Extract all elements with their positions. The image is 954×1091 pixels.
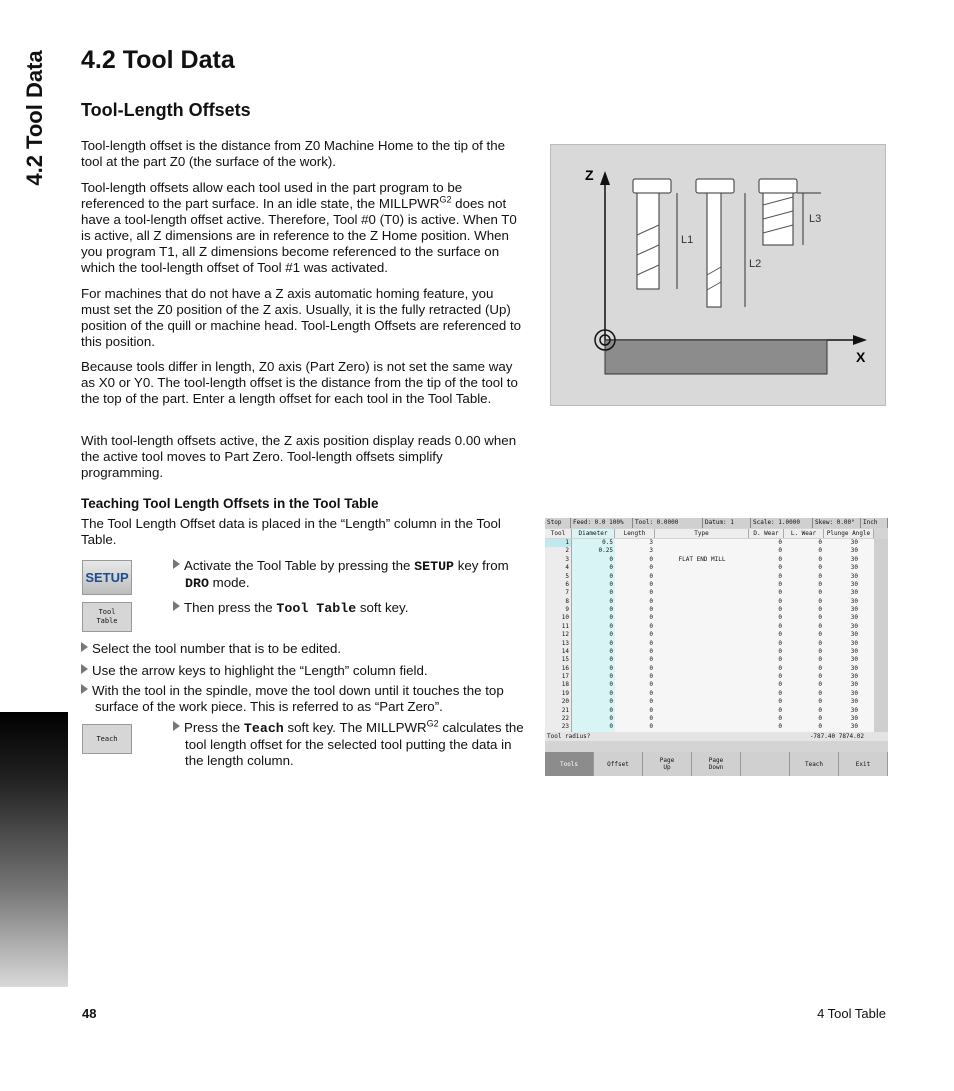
arrow-icon (173, 559, 180, 569)
table-cell[interactable] (655, 640, 749, 648)
status-field: Inch (861, 518, 888, 528)
scrollbar-track[interactable] (874, 573, 888, 581)
table-cell[interactable]: 30 (824, 707, 874, 715)
table-cell[interactable]: 30 (824, 539, 874, 547)
table-cell[interactable]: 23 (545, 723, 572, 731)
table-cell[interactable]: 30 (824, 623, 874, 631)
tool-table (545, 539, 888, 732)
table-cell[interactable]: 0 (749, 581, 784, 589)
scrollbar-track[interactable] (874, 539, 888, 547)
teaching-heading: Teaching Tool Length Offsets in the Tool Table (81, 496, 379, 511)
table-cell[interactable] (655, 690, 749, 698)
softkey-button[interactable]: Offset (594, 752, 643, 776)
table-cell[interactable] (655, 698, 749, 706)
column-header[interactable]: Plunge Angle (824, 529, 874, 538)
column-header[interactable]: L. Wear (784, 529, 824, 538)
x-axis-label: X (856, 349, 866, 365)
teach-softkey-button[interactable]: Teach (82, 724, 132, 754)
table-row[interactable] (545, 573, 888, 581)
table-cell[interactable]: 0 (572, 648, 615, 656)
table-cell[interactable]: 0 (784, 581, 824, 589)
table-cell[interactable]: 0 (784, 614, 824, 622)
table-row[interactable] (545, 614, 888, 622)
table-cell[interactable]: 15 (545, 656, 572, 664)
table-cell[interactable] (655, 715, 749, 723)
table-cell[interactable]: 0 (784, 665, 824, 673)
table-cell[interactable]: 0 (572, 598, 615, 606)
table-cell[interactable]: 4 (545, 564, 572, 572)
table-row[interactable] (545, 715, 888, 723)
table-cell[interactable]: 14 (545, 648, 572, 656)
table-cell[interactable]: 0 (784, 547, 824, 555)
table-cell[interactable]: 0 (572, 698, 615, 706)
table-cell[interactable]: 0 (784, 631, 824, 639)
table-row[interactable] (545, 606, 888, 614)
table-cell[interactable]: 0 (749, 623, 784, 631)
table-cell[interactable]: 30 (824, 640, 874, 648)
table-cell[interactable]: 0 (749, 589, 784, 597)
arrow-icon (81, 664, 88, 674)
bullet-arrow-keys: Use the arrow keys to highlight the “Length” column field. (81, 663, 525, 679)
table-cell[interactable]: 0 (572, 564, 615, 572)
table-cell[interactable]: 11 (545, 623, 572, 631)
status-field: Datum: 1 (703, 518, 751, 528)
table-cell[interactable]: 0 (784, 648, 824, 656)
table-cell[interactable]: FLAT END MILL (655, 556, 749, 564)
table-cell[interactable]: 20 (545, 698, 572, 706)
table-cell[interactable]: 22 (545, 715, 572, 723)
scrollbar-track[interactable] (874, 673, 888, 681)
column-header[interactable]: Length (615, 529, 655, 538)
table-cell[interactable] (655, 539, 749, 547)
table-cell[interactable]: 3 (615, 539, 655, 547)
table-cell[interactable]: 12 (545, 631, 572, 639)
scrollbar-track[interactable] (874, 623, 888, 631)
step-press-tool-table: Then press the Tool Table soft key. (173, 600, 525, 617)
table-cell[interactable] (655, 681, 749, 689)
table-cell[interactable]: 30 (824, 681, 874, 689)
table-cell[interactable]: 30 (824, 665, 874, 673)
table-cell[interactable]: 0 (784, 715, 824, 723)
table-cell[interactable] (655, 648, 749, 656)
table-cell[interactable]: 16 (545, 665, 572, 673)
scrollbar-track[interactable] (874, 640, 888, 648)
table-cell[interactable] (655, 564, 749, 572)
tool-length-figure (550, 144, 886, 406)
table-cell[interactable]: 30 (824, 723, 874, 731)
side-tab-title: 4.2 Tool Data (22, 50, 47, 186)
prompt-bar (545, 732, 888, 741)
scrollbar-track[interactable] (874, 556, 888, 564)
table-cell[interactable]: 0 (615, 648, 655, 656)
prompt-text: Tool radius? (547, 733, 591, 740)
table-row[interactable] (545, 723, 888, 731)
table-cell[interactable]: 0 (615, 681, 655, 689)
table-cell[interactable] (655, 723, 749, 731)
table-cell[interactable]: 0 (615, 690, 655, 698)
column-header[interactable]: Diameter (572, 529, 615, 538)
table-cell[interactable]: 0 (749, 556, 784, 564)
table-cell[interactable]: 0 (749, 564, 784, 572)
table-cell[interactable] (655, 606, 749, 614)
table-cell[interactable]: 0 (615, 606, 655, 614)
scrollbar-track[interactable] (874, 589, 888, 597)
scrollbar-track[interactable] (874, 648, 888, 656)
table-cell[interactable]: 21 (545, 707, 572, 715)
table-cell[interactable]: 0 (749, 631, 784, 639)
table-cell[interactable]: 2 (545, 547, 572, 555)
table-cell[interactable]: 0 (615, 673, 655, 681)
table-cell[interactable]: 0 (572, 606, 615, 614)
table-cell[interactable]: 0 (784, 623, 824, 631)
paragraph-3: For machines that do not have a Z axis automatic homing feature, you must set the Z0 position of the Z axis. Usually, it is the fully retracted (Up) position of the quill or machine head. Tool-Length Offsets are referenced to this position. (81, 286, 522, 349)
l3-label: L3 (809, 213, 822, 225)
scrollbar-track[interactable] (874, 614, 888, 622)
table-cell[interactable]: 0 (749, 656, 784, 664)
table-row[interactable] (545, 589, 888, 597)
table-cell[interactable]: 0 (615, 656, 655, 664)
table-cell[interactable]: 0 (615, 623, 655, 631)
prompt-value: -787.40 7874.02 (809, 733, 864, 740)
table-cell[interactable]: 0 (615, 573, 655, 581)
table-cell[interactable]: 18 (545, 681, 572, 689)
table-row[interactable] (545, 623, 888, 631)
table-cell[interactable]: 30 (824, 581, 874, 589)
table-row[interactable] (545, 564, 888, 572)
table-cell[interactable]: 30 (824, 556, 874, 564)
table-row[interactable] (545, 539, 888, 547)
scrollbar-track[interactable] (874, 715, 888, 723)
table-row[interactable] (545, 631, 888, 639)
table-cell[interactable]: 0 (572, 589, 615, 597)
column-header[interactable]: D. Wear (749, 529, 784, 538)
scrollbar-track[interactable] (874, 698, 888, 706)
table-cell[interactable]: 5 (545, 573, 572, 581)
table-row[interactable] (545, 698, 888, 706)
table-cell[interactable]: 0 (784, 573, 824, 581)
table-cell[interactable]: 0 (749, 673, 784, 681)
table-cell[interactable]: 0 (572, 723, 615, 731)
table-row[interactable] (545, 547, 888, 555)
table-cell[interactable]: 0 (615, 598, 655, 606)
table-cell[interactable]: 0 (784, 598, 824, 606)
l2-label: L2 (749, 258, 762, 270)
table-cell[interactable]: 0 (615, 723, 655, 731)
table-cell[interactable]: 0 (615, 665, 655, 673)
table-cell[interactable]: 0 (784, 707, 824, 715)
table-cell[interactable]: 9 (545, 606, 572, 614)
table-cell[interactable]: 0 (749, 723, 784, 731)
table-row[interactable] (545, 656, 888, 664)
table-cell[interactable]: 0 (784, 539, 824, 547)
softkey-bar (545, 752, 888, 776)
bullet-move-tool: With the tool in the spindle, move the tool down until it touches the top surface of the work piece. This is referred to as “Part Zero”. (81, 683, 525, 715)
table-cell[interactable]: 0 (572, 623, 615, 631)
softkey-button[interactable]: Tools (545, 752, 594, 776)
table-cell[interactable]: 8 (545, 598, 572, 606)
table-cell[interactable]: 0 (784, 656, 824, 664)
table-cell[interactable] (655, 656, 749, 664)
table-cell[interactable]: 0 (749, 573, 784, 581)
table-cell[interactable]: 0 (784, 564, 824, 572)
table-cell[interactable]: 0 (615, 707, 655, 715)
table-cell[interactable]: 0 (784, 589, 824, 597)
table-cell[interactable]: 0 (615, 581, 655, 589)
table-cell[interactable] (655, 631, 749, 639)
table-cell[interactable]: 19 (545, 690, 572, 698)
table-cell[interactable]: 0 (749, 690, 784, 698)
scrollbar-track[interactable] (874, 690, 888, 698)
table-cell[interactable]: 0 (749, 614, 784, 622)
scrollbar-track[interactable] (874, 631, 888, 639)
table-cell[interactable]: 0 (615, 564, 655, 572)
bullet-select-tool: Select the tool number that is to be edited. (81, 641, 525, 657)
table-cell[interactable]: 30 (824, 648, 874, 656)
table-cell[interactable]: 30 (824, 631, 874, 639)
table-cell[interactable]: 0 (615, 556, 655, 564)
subsection-heading: Tool-Length Offsets (81, 100, 251, 120)
table-cell[interactable] (655, 573, 749, 581)
table-cell[interactable]: 0 (749, 606, 784, 614)
scrollbar-track[interactable] (874, 723, 888, 731)
table-cell[interactable] (655, 581, 749, 589)
teaching-intro: The Tool Length Offset data is placed in the “Length” column in the Tool Table. (81, 516, 501, 547)
table-cell[interactable]: 0 (572, 656, 615, 664)
table-cell[interactable]: 0 (615, 589, 655, 597)
page-number: 48 (82, 1006, 97, 1021)
table-cell[interactable]: 0 (784, 640, 824, 648)
column-header[interactable]: Tool (545, 529, 572, 538)
table-cell[interactable]: 0 (572, 715, 615, 723)
table-cell[interactable]: 0 (615, 715, 655, 723)
table-cell[interactable]: 0 (572, 573, 615, 581)
tool-table-softkey-button[interactable]: Tool Table (82, 602, 132, 632)
table-cell[interactable]: 0 (572, 673, 615, 681)
scrollbar-track[interactable] (874, 707, 888, 715)
table-cell[interactable] (655, 547, 749, 555)
table-cell[interactable]: 0 (572, 581, 615, 589)
section-heading: 4.2 Tool Data (81, 46, 235, 74)
table-cell[interactable]: 30 (824, 573, 874, 581)
table-cell[interactable] (655, 623, 749, 631)
table-header-row (545, 529, 888, 538)
arrow-icon (173, 601, 180, 611)
table-row[interactable] (545, 648, 888, 656)
scrollbar-track[interactable] (874, 681, 888, 689)
l1-label: L1 (681, 234, 694, 246)
table-cell[interactable]: 0 (572, 681, 615, 689)
table-cell[interactable]: 30 (824, 690, 874, 698)
column-header[interactable]: Type (655, 529, 749, 538)
arrow-icon (173, 721, 180, 731)
status-bar (545, 518, 888, 528)
paragraph-2: Tool-length offsets allow each tool used in the part program to be referenced to the part surface. In an idle state, the $MILLPWR^{G2}$ does not have a tool-length offset active. Therefore, Tool #0 (T0) is active. When T0 is active, all Z dimensions are in reference to the Z Home position. When you program T1, all Z dimensions become referenced to the surface on which the tool-length offset of Tool #1 was activated. (81, 180, 517, 275)
table-cell[interactable]: 30 (824, 673, 874, 681)
table-cell[interactable]: 0 (784, 606, 824, 614)
table-row[interactable] (545, 673, 888, 681)
table-cell[interactable]: 30 (824, 547, 874, 555)
table-cell[interactable]: 0.5 (572, 539, 615, 547)
table-row[interactable] (545, 581, 888, 589)
table-cell[interactable]: 0 (749, 547, 784, 555)
table-cell[interactable]: 30 (824, 589, 874, 597)
table-cell[interactable]: 0 (572, 640, 615, 648)
scrollbar-track[interactable] (874, 547, 888, 555)
softkey-button[interactable]: Page Down (692, 752, 741, 776)
table-cell[interactable]: 0 (784, 698, 824, 706)
table-cell[interactable]: 0 (749, 665, 784, 673)
table-cell[interactable] (655, 598, 749, 606)
table-cell[interactable]: 3 (615, 547, 655, 555)
table-cell[interactable]: 0 (749, 640, 784, 648)
table-cell[interactable]: 30 (824, 698, 874, 706)
table-cell[interactable]: 0 (572, 707, 615, 715)
scrollbar-track[interactable] (874, 564, 888, 572)
scrollbar-track[interactable] (874, 581, 888, 589)
softkey-button[interactable]: Page Up (643, 752, 692, 776)
table-cell[interactable]: 0 (615, 640, 655, 648)
table-cell[interactable]: 7 (545, 589, 572, 597)
table-cell[interactable] (655, 589, 749, 597)
table-cell[interactable]: 0 (615, 614, 655, 622)
table-cell[interactable]: 0 (784, 673, 824, 681)
table-row[interactable] (545, 681, 888, 689)
table-row[interactable] (545, 690, 888, 698)
table-cell[interactable]: 0 (572, 631, 615, 639)
table-cell[interactable]: 0 (572, 665, 615, 673)
table-cell[interactable]: 0 (749, 681, 784, 689)
softkey-button[interactable]: Teach (790, 752, 839, 776)
table-cell[interactable]: 30 (824, 598, 874, 606)
table-row[interactable] (545, 665, 888, 673)
status-field: Skew: 0.00° (813, 518, 861, 528)
table-cell[interactable]: 0 (749, 707, 784, 715)
table-cell[interactable]: 30 (824, 715, 874, 723)
table-cell[interactable] (655, 665, 749, 673)
paragraph-5: With tool-length offsets active, the Z axis position display reads 0.00 when the active tool moves to Part Zero. Tool-length offsets simplify programming. (81, 433, 517, 480)
table-cell[interactable]: 0 (784, 681, 824, 689)
softkey-button[interactable] (741, 752, 790, 776)
paragraph-4: Because tools differ in length, Z0 axis (Part Zero) is not set the same way as X0 or Y0. The tool-length offset is the distance from the tip of the tool to the top of the part. Enter a length offset for each tool in the Tool Table. (81, 359, 518, 406)
status-field: Tool: 0.0000 (633, 518, 703, 528)
setup-key-button[interactable]: SETUP (82, 560, 132, 595)
z-axis-label: Z (585, 167, 594, 183)
table-cell[interactable]: 0.25 (572, 547, 615, 555)
table-cell[interactable]: 30 (824, 656, 874, 664)
table-cell[interactable]: 6 (545, 581, 572, 589)
table-row[interactable] (545, 707, 888, 715)
tool-length-diagram (551, 145, 885, 405)
softkey-button[interactable]: Exit (839, 752, 888, 776)
table-cell[interactable] (655, 707, 749, 715)
step-press-teach: Press the Teach soft key. The $MILLPWR^{G2}$ calculates the tool length offset for the selected tool putting the data in the length column. (173, 720, 525, 769)
step-activate-tool-table: Activate the Tool Table by pressing the SETUP key from DRO mode. (173, 558, 525, 592)
table-cell[interactable]: 0 (615, 631, 655, 639)
table-cell[interactable] (655, 614, 749, 622)
arrow-icon (81, 684, 88, 694)
status-field: Stop (545, 518, 571, 528)
table-cell[interactable]: 0 (749, 715, 784, 723)
table-cell[interactable]: 30 (824, 614, 874, 622)
table-cell[interactable]: 0 (749, 539, 784, 547)
table-row[interactable] (545, 640, 888, 648)
paragraph-1: Tool-length offset is the distance from Z0 Machine Home to the tip of the tool at the part Z0 (the surface of the work). (81, 138, 506, 169)
table-cell[interactable]: 3 (545, 556, 572, 564)
table-cell[interactable]: 0 (615, 698, 655, 706)
table-cell[interactable]: 0 (572, 690, 615, 698)
arrow-icon (81, 642, 88, 652)
table-cell[interactable]: 30 (824, 606, 874, 614)
table-cell[interactable]: 0 (749, 698, 784, 706)
scrollbar-track[interactable] (874, 598, 888, 606)
scrollbar-track[interactable] (874, 606, 888, 614)
table-cell[interactable]: 0 (572, 614, 615, 622)
table-row[interactable] (545, 598, 888, 606)
status-field: Feed: 0.0 100% (571, 518, 633, 528)
table-cell[interactable]: 0 (784, 556, 824, 564)
table-cell[interactable]: 0 (784, 690, 824, 698)
table-cell[interactable]: 1 (545, 539, 572, 547)
table-cell[interactable]: 10 (545, 614, 572, 622)
side-gradient-bar (0, 712, 68, 987)
table-cell[interactable]: 0 (749, 648, 784, 656)
table-cell[interactable]: 0 (572, 556, 615, 564)
table-cell[interactable]: 13 (545, 640, 572, 648)
scrollbar-track[interactable] (874, 656, 888, 664)
table-cell[interactable]: 30 (824, 564, 874, 572)
scrollbar-track[interactable] (874, 665, 888, 673)
table-cell[interactable]: 0 (784, 723, 824, 731)
tool-table-screen (545, 518, 888, 776)
table-cell[interactable] (655, 673, 749, 681)
chapter-footer: 4 Tool Table (817, 1006, 886, 1021)
table-row[interactable] (545, 556, 888, 564)
status-field: Scale: 1.0000 (751, 518, 813, 528)
table-cell[interactable]: 17 (545, 673, 572, 681)
table-cell[interactable]: 0 (749, 598, 784, 606)
